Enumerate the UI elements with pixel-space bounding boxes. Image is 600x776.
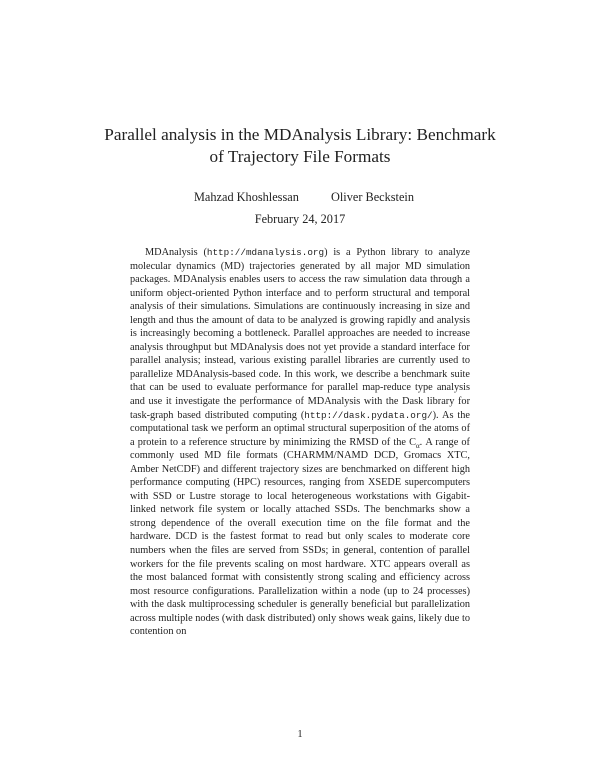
abstract-text: ). As the computational task we perform an optimal structural superposition of the atoms of a protein to a reference structure by minimizing the RMSD of the C: [130, 409, 470, 448]
abstract-text: . A range of commonly used MD file formats (CHARMM/NAMD DCD, Gromacs XTC, Amber NetCDF) and different trajectory sizes are benchmarked on different high performance computing (HPC) resources, ranging from XSEDE supercomputers with SSD or Lustre storage to local heterogeneous workstations with Gigabit-linked network file system or locally attached SSDs. The benchmarks show a strong dependence of the overall execution time on the file format and the hardware. DCD is the fastest format to read but only scales to moderate core numbers when the files are served from SSDs; in general, contention of parallel workers for the file prevents scaling on most hardware. XTC appears overall as the most balanced format with consistently strong scaling and efficiency across most resource configurations. Parallelization within a node (up to 24 processes) with the dask multiprocessing scheduler is generally beneficial but parallelization across multiple nodes (with dask distributed) only shows weak gains, likely due to contention on: [130, 436, 470, 638]
dask-url-link[interactable]: http://dask.pydata.org/: [304, 409, 433, 421]
abstract: [130, 246, 470, 639]
paper-title: Parallel analysis in the MDAnalysis Library: Benchmark of Trajectory File Formats: [104, 125, 496, 166]
abstract-text: MDAnalysis (: [145, 247, 207, 258]
author-name: Mahzad Khoshlessan: [194, 190, 299, 204]
mdanalysis-url-link[interactable]: http://mdanalysis.org: [206, 247, 325, 258]
author-name: Oliver Beckstein: [331, 190, 414, 204]
abstract-text: ) is a Python library to analyze molecular dynamics (MD) trajectories generated by all major MD simulation packages. MDAnalysis enables users to access the raw simulation data through a uniform object-oriented Python interface and to perform structural and temporal analysis of their simulations. Simulations are continuously increasing in size and length and thus the amount of data to be analyzed is growing rapidly and analysis is increasingly becoming a bottleneck. Parallel approaches are needed to increase analysis throughput but MDAnalysis does not yet provide a standard interface for parallel analysis; instead, various existing parallel libraries are currently used to parallelize MDAnalysis-based code. In this work, we describe a benchmark suite that can be used to evaluate performance for parallel map-reduce type analysis and use it investigate the performance of MDAnalysis with the Dask library for task-graph based distributed computing (: [130, 247, 470, 421]
alpha-subscript: α: [415, 441, 420, 450]
publication-date: February 24, 2017: [254, 212, 346, 226]
page-number: 1: [297, 729, 303, 740]
